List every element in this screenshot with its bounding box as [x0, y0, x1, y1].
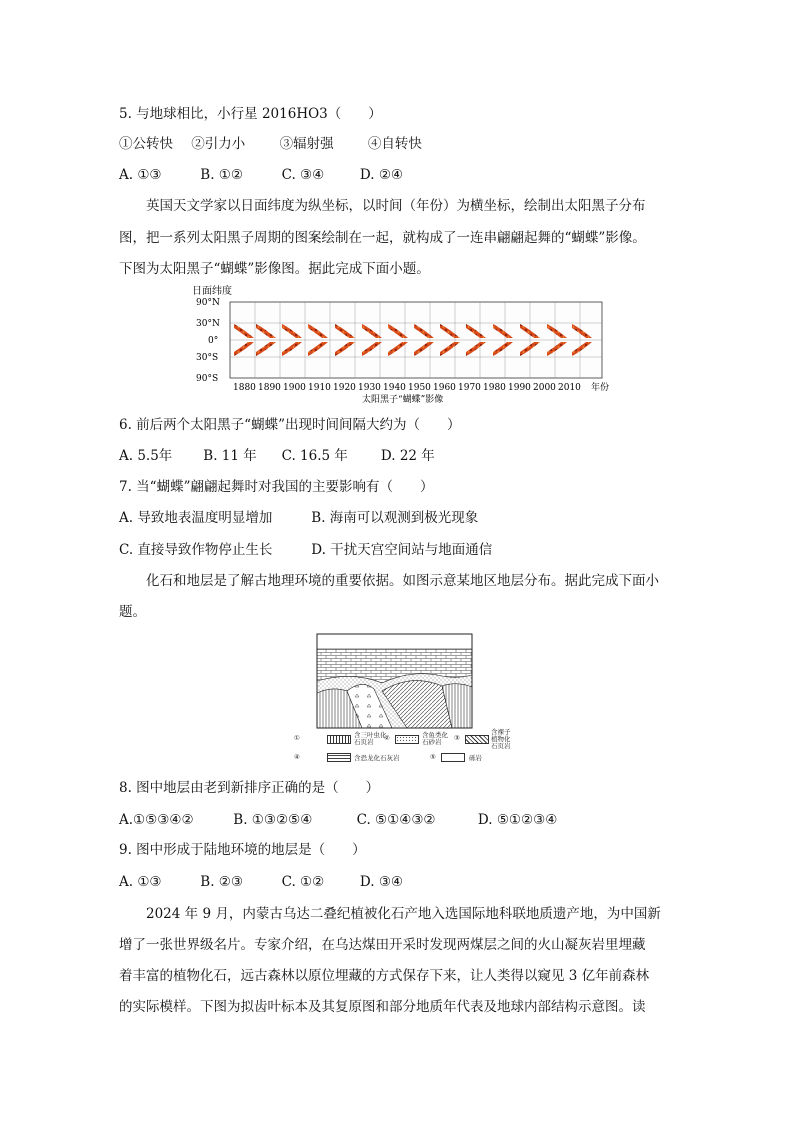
x-tick-1880: 1880	[233, 383, 256, 393]
passage1-line-1: 英国天文学家以日面纬度为纵坐标，以时间（年份）为横坐标，绘制出太阳黑子分布	[146, 198, 646, 214]
legend-num-5: ⑤	[430, 753, 436, 761]
q5-options	[119, 165, 403, 185]
x-tick-2010: 2010	[558, 383, 581, 393]
y-axis-title: 日面纬度	[192, 286, 232, 297]
x-tick-1950: 1950	[408, 383, 431, 393]
y-tick-30s: 30°S	[196, 353, 219, 363]
butterfly-figure	[190, 284, 620, 408]
q9-options	[119, 872, 403, 892]
q8-option-d[interactable]: D. ⑤①②③④	[477, 812, 558, 828]
q5-items	[119, 134, 422, 154]
q5-stem: 5. 与地球相比，小行星 2016HO3（ ）	[119, 106, 382, 122]
passage3-line-1: 2024 年 9 月，内蒙古乌达二叠纪植被化石产地入选国际地科联地质遗产地，为中国新	[146, 906, 661, 922]
legend-swatch-1	[327, 735, 351, 744]
q5-option-b[interactable]: B. ①②	[200, 167, 244, 183]
q8-option-c[interactable]: C. ⑤①④③②	[356, 812, 436, 828]
q8-option-b[interactable]: B. ①③②⑤④	[233, 812, 313, 828]
q5-item-2: ②引力小	[191, 136, 246, 152]
q6-option-a[interactable]: A. 5.5年	[119, 448, 173, 464]
legend-text-4: 含恐龙化石灰岩	[354, 754, 400, 762]
q9-option-b[interactable]: B. ②③	[200, 874, 244, 890]
q5-item-1: ①公转快	[119, 136, 173, 152]
legend-swatch-5	[441, 753, 465, 762]
passage3-line-4: 的实际模样。下图为拟齿叶标本及其复原图和部分地质年代表及地球内部结构示意图。读	[119, 999, 646, 1015]
legend-swatch-2	[395, 735, 419, 744]
legend-num-4: ④	[294, 753, 300, 761]
q8-options	[119, 810, 557, 830]
legend-text-5: 砾岩	[469, 754, 482, 762]
y-tick-30n: 30°N	[196, 319, 220, 329]
q6-option-c[interactable]: C. 16.5 年	[281, 448, 348, 464]
q5-option-c[interactable]: C. ③④	[281, 167, 325, 183]
q7-options-row-1	[119, 508, 478, 528]
y-tick-0: 0°	[208, 336, 219, 346]
x-tick-2000: 2000	[533, 383, 556, 393]
q6-option-b[interactable]: B. 11 年	[203, 448, 257, 464]
q5-option-a[interactable]: A. ①③	[119, 167, 162, 183]
legend-text-1: 含三叶虫化石页岩	[354, 731, 387, 746]
x-tick-1910: 1910	[308, 383, 331, 393]
x-tick-1930: 1930	[358, 383, 381, 393]
x-tick-1990: 1990	[508, 383, 531, 393]
q5-item-3: ③辐射强	[279, 136, 334, 152]
q7-option-d[interactable]: D. 干扰天宫空间站与地面通信	[311, 542, 493, 558]
x-tick-1920: 1920	[333, 383, 356, 393]
q6-options	[119, 446, 435, 466]
x-ticks	[233, 383, 581, 393]
legend-num-2: ②	[384, 734, 390, 742]
q9-option-c[interactable]: C. ①②	[281, 874, 325, 890]
q7-stem: 7. 当“蝴蝶”翩翩起舞时对我国的主要影响有（ ）	[119, 479, 434, 495]
strata-cross-section	[292, 631, 507, 731]
q7-option-c[interactable]: C. 直接导致作物停止生长	[119, 542, 273, 558]
strata-figure	[292, 631, 511, 767]
q8-option-a[interactable]: A.①⑤③④②	[119, 812, 194, 828]
x-tick-1940: 1940	[383, 383, 406, 393]
q5-option-d[interactable]: D. ②④	[359, 167, 404, 183]
y-tick-90n: 90°N	[196, 298, 220, 308]
x-tick-1890: 1890	[258, 383, 281, 393]
q6-stem: 6. 前后两个太阳黑子“蝴蝶”出现时间间隔大约为（ ）	[119, 417, 461, 433]
passage1-line-2: 图，把一系列太阳黑子周期的图案绘制在一起，就构成了一连串翩翩起舞的“蝴蝶”影像。	[119, 230, 646, 246]
q6-option-d[interactable]: D. 22 年	[380, 448, 435, 464]
x-tick-1960: 1960	[433, 383, 456, 393]
legend-text-2: 含鱼类化石砂岩	[422, 731, 448, 746]
butterfly-diagram	[190, 284, 620, 408]
q7-option-b[interactable]: B. 海南可以观测到极光现象	[311, 510, 479, 526]
passage3-line-2: 增了一张世界级名片。专家介绍，在乌达煤田开采时发现两煤层之间的火山凝灰岩里埋藏	[119, 937, 646, 953]
passage3-line-3: 着丰富的植物化石，远古森林以原位埋藏的方式保存下来，让人类得以窥见 3 亿年前森林	[119, 968, 650, 984]
legend-swatch-4	[327, 753, 351, 762]
q7-option-a[interactable]: A. 导致地表温度明显增加	[119, 510, 273, 526]
passage2-line-1: 化石和地层是了解古地理环境的重要依据。如图示意某地区地层分布。据此完成下面小	[146, 573, 659, 589]
q7-options-row-2	[119, 540, 492, 560]
q9-option-a[interactable]: A. ①③	[119, 874, 162, 890]
y-tick-90s: 90°S	[196, 374, 219, 384]
x-tick-1900: 1900	[283, 383, 306, 393]
legend-num-3: ③	[454, 734, 460, 742]
q8-stem: 8. 图中地层由老到新排序正确的是（ ）	[119, 780, 380, 796]
legend-text-3: 含裸子植物化石页岩	[491, 728, 511, 750]
figure-caption: 太阳黑子“蝴蝶”影像	[362, 395, 444, 405]
q5-item-4: ④自转快	[367, 136, 422, 152]
x-tick-1970: 1970	[458, 383, 481, 393]
legend-swatch-3	[465, 735, 489, 744]
passage1-line-3: 下图为太阳黑子“蝴蝶”影像图。据此完成下面小题。	[119, 261, 430, 277]
legend-num-1: ①	[294, 734, 300, 742]
x-tick-1980: 1980	[483, 383, 506, 393]
q9-stem: 9. 图中形成于陆地环境的地层是（ ）	[119, 842, 366, 858]
passage2-line-2: 题。	[119, 604, 146, 620]
x-unit: 年份	[591, 383, 610, 393]
q9-option-d[interactable]: D. ③④	[359, 874, 404, 890]
